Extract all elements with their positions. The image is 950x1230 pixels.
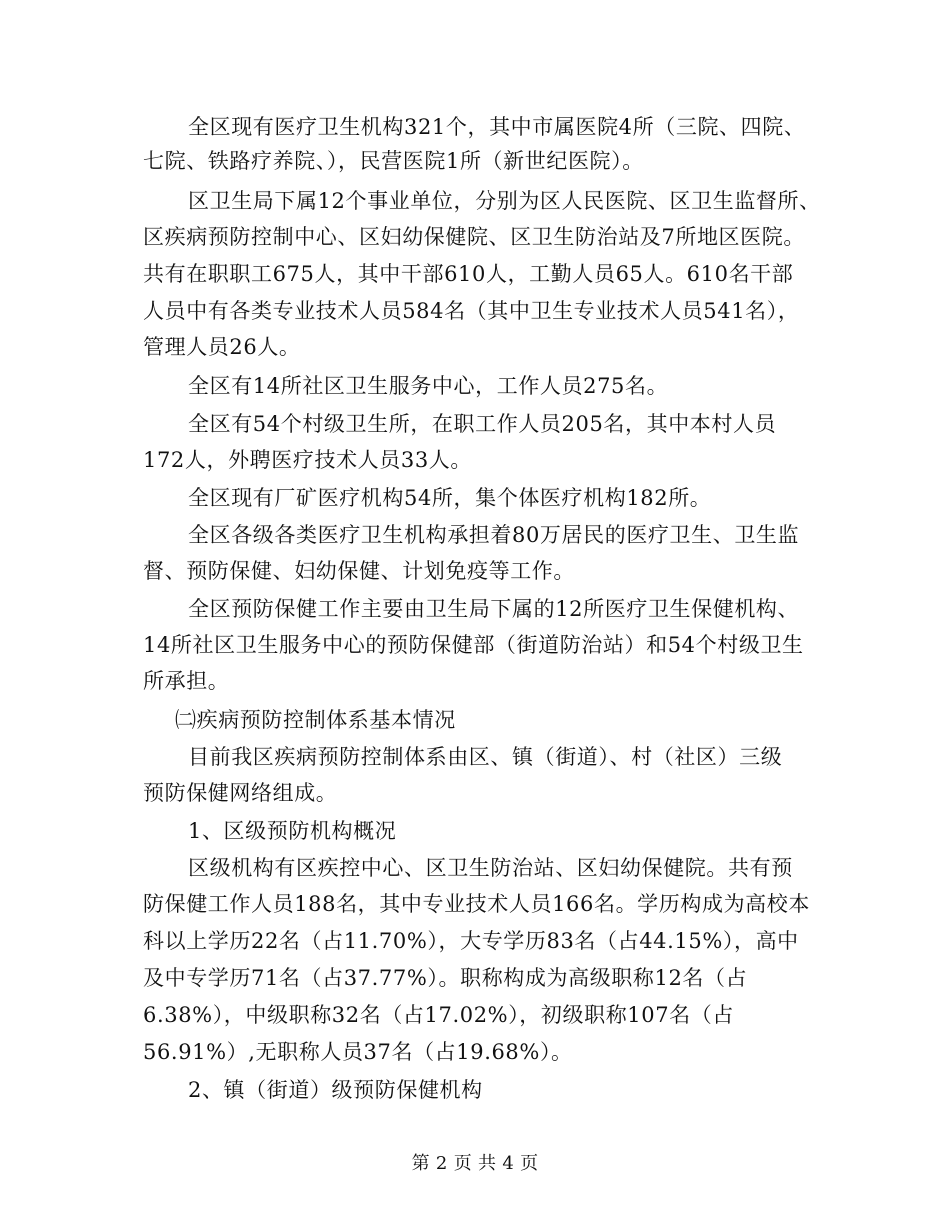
text-line: 56.91%）,无职称人员37名（占19.68%）。	[143, 1040, 573, 1064]
text-line: 14所社区卫生服务中心的预防保健部（街道防治站）和54个村级卫生	[143, 633, 804, 657]
text-line: 督、预防保健、妇幼保健、计划免疫等工作。	[143, 559, 575, 583]
text-line: 及中专学历71名（占37.77%）。职称构成为高级职称12名（占	[143, 966, 748, 990]
page-number-footer: 第 2 页 共 4 页	[411, 1153, 539, 1174]
text-line: 管理人员26人。	[143, 335, 301, 359]
text-line: 全区有14所社区卫生服务中心，工作人员275名。	[188, 374, 669, 398]
text-line: 全区现有厂矿医疗机构54所，集个体医疗机构182所。	[188, 486, 712, 510]
text-line: 人员中有各类专业技术人员584名（其中卫生专业技术人员541名），	[143, 299, 800, 323]
text-line: 全区预防保健工作主要由卫生局下属的12所医疗卫生保健机构、	[188, 597, 800, 621]
text-line: 全区现有医疗卫生机构321个，其中市属医院4所（三院、四院、	[188, 115, 806, 139]
text-line: 预防保健网络组成。	[143, 781, 338, 805]
text-line: 172人，外聘医疗技术人员33人。	[143, 448, 473, 472]
text-line: 全区有54个村级卫生所，在职工作人员205名，其中本村人员	[188, 412, 777, 436]
text-line: 科以上学历22名（占11.70%），大专学历83名（占44.15%），高中	[143, 929, 799, 953]
text-line: 防保健工作人员188名，其中专业技术人员166名。学历构成为高校本	[143, 892, 810, 916]
text-line: 共有在职职工675人，其中干部610人，工勤人员65人。610名干部	[143, 262, 794, 286]
subsection-heading: 1、区级预防机构概况	[188, 819, 397, 843]
text-line: 全区各级各类医疗卫生机构承担着80万居民的医疗卫生、卫生监	[188, 523, 800, 547]
text-line: 区级机构有区疾控中心、区卫生防治站、区妇幼保健院。共有预	[188, 856, 793, 880]
text-line: 七院、铁路疗养院、），民营医院1所（新世纪医院）。	[143, 149, 644, 173]
text-line: 目前我区疾病预防控制体系由区、镇（街道）、村（社区）三级	[188, 745, 783, 769]
section-heading: ㈡疾病预防控制体系基本情况	[175, 708, 456, 732]
subsection-heading: 2、镇（街道）级预防保健机构	[188, 1078, 483, 1102]
text-line: 6.38%），中级职称32名（占17.02%），初级职称107名（占	[143, 1003, 734, 1027]
text-line: 区卫生局下属12个事业单位，分别为区人民医院、区卫生监督所、	[188, 189, 821, 213]
text-line: 所承担。	[143, 669, 230, 693]
text-line: 区疾病预防控制中心、区妇幼保健院、区卫生防治站及7所地区医院。	[143, 225, 805, 249]
